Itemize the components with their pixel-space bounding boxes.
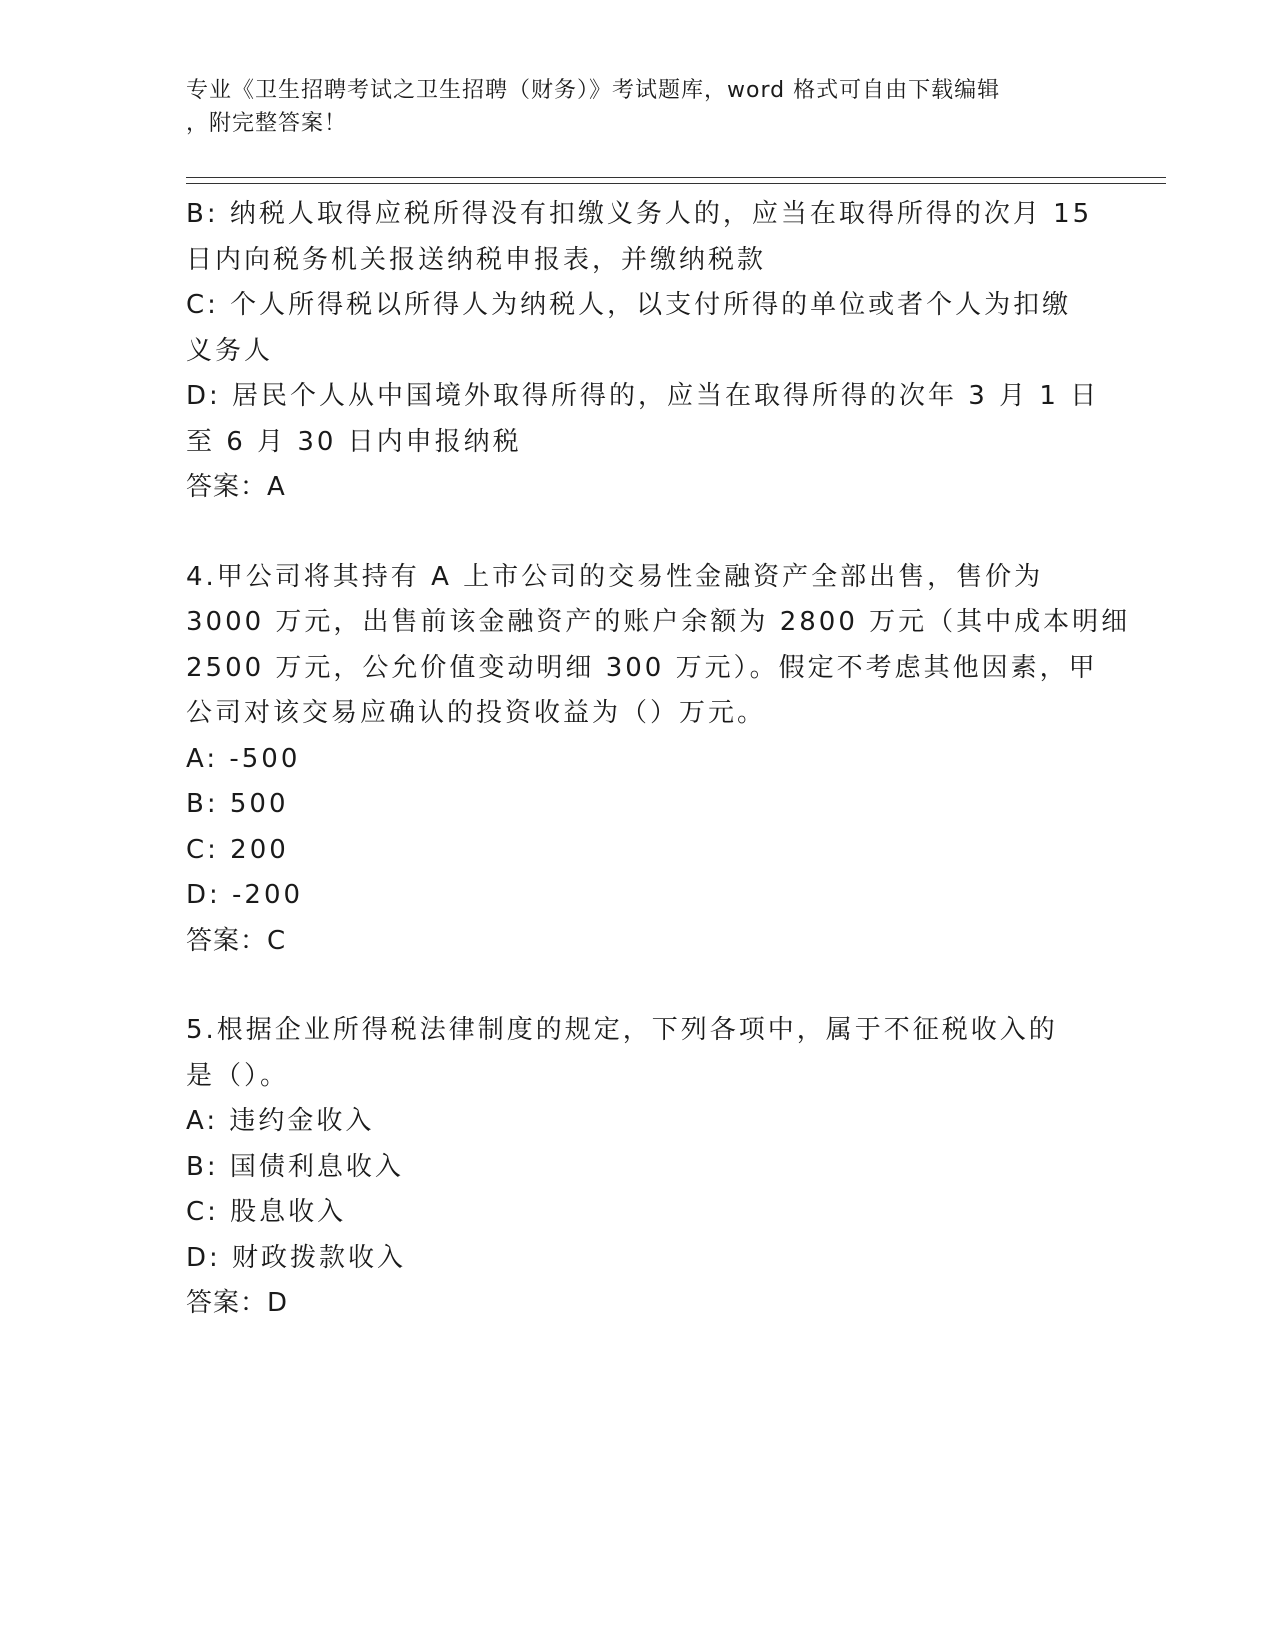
question-4-stem-line-3: 2500 万元，公允价值变动明细 300 万元）。假定不考虑其他因素，甲 bbox=[186, 652, 1098, 683]
option-d-line-2: 至 6 月 30 日内申报纳税 bbox=[186, 426, 522, 457]
header-line-2: ，附完整答案！ bbox=[186, 111, 348, 136]
header-line-1: 专业《卫生招聘考试之卫生招聘（财务）》考试题库，word 格式可自由下载编辑 bbox=[186, 78, 1001, 103]
header-rule-bottom bbox=[186, 183, 1166, 184]
question-5-option-b: B: 国债利息收入 bbox=[186, 1151, 404, 1182]
question-4-stem-line-1: 4.甲公司将其持有 A 上市公司的交易性金融资产全部出售，售价为 bbox=[186, 561, 1044, 592]
option-c-line-1: C: 个人所得税以所得人为纳税人，以支付所得的单位或者个人为扣缴 bbox=[186, 290, 1072, 320]
option-b-line-2: 日内向税务机关报送纳税申报表，并缴纳税款 bbox=[186, 244, 767, 275]
question-4-stem-line-4: 公司对该交易应确认的投资收益为（）万元。 bbox=[186, 698, 767, 728]
question-4-option-a: A: -500 bbox=[186, 743, 301, 774]
question-4-stem-line-2: 3000 万元，出售前该金融资产的账户余额为 2800 万元（其中成本明细 bbox=[186, 607, 1131, 637]
question-5-block bbox=[186, 1008, 1086, 1327]
document-header bbox=[186, 74, 1066, 140]
option-c-line-2: 义务人 bbox=[186, 335, 274, 366]
spacer bbox=[186, 964, 1086, 1008]
option-d-line-1: D: 居民个人从中国境外取得所得的，应当在取得所得的次年 3 月 1 日 bbox=[186, 381, 1100, 411]
header-rule-top bbox=[186, 177, 1166, 178]
question-5-option-d: D: 财政拨款收入 bbox=[186, 1242, 407, 1273]
question-4-option-b: B: 500 bbox=[186, 789, 289, 819]
prev-question-block bbox=[186, 192, 1100, 511]
question-4-option-c: C: 200 bbox=[186, 834, 289, 865]
question-4-block bbox=[186, 555, 1131, 965]
spacer bbox=[186, 511, 1086, 555]
question-4-answer: 答案：C bbox=[186, 925, 287, 956]
question-5-stem-line-2: 是（）。 bbox=[186, 1060, 290, 1091]
option-b-line-1: B: 纳税人取得应税所得没有扣缴义务人的，应当在取得所得的次月 15 bbox=[186, 199, 1093, 229]
question-5-option-c: C: 股息收入 bbox=[186, 1197, 347, 1227]
question-content bbox=[186, 192, 1131, 1327]
question-5-stem-line-1: 5.根据企业所得税法律制度的规定，下列各项中，属于不征税收入的 bbox=[186, 1015, 1058, 1045]
answer-line: 答案：A bbox=[186, 472, 286, 502]
question-5-answer: 答案：D bbox=[186, 1288, 289, 1318]
question-5-option-a: A: 违约金收入 bbox=[186, 1106, 375, 1136]
question-4-option-d: D: -200 bbox=[186, 880, 304, 910]
